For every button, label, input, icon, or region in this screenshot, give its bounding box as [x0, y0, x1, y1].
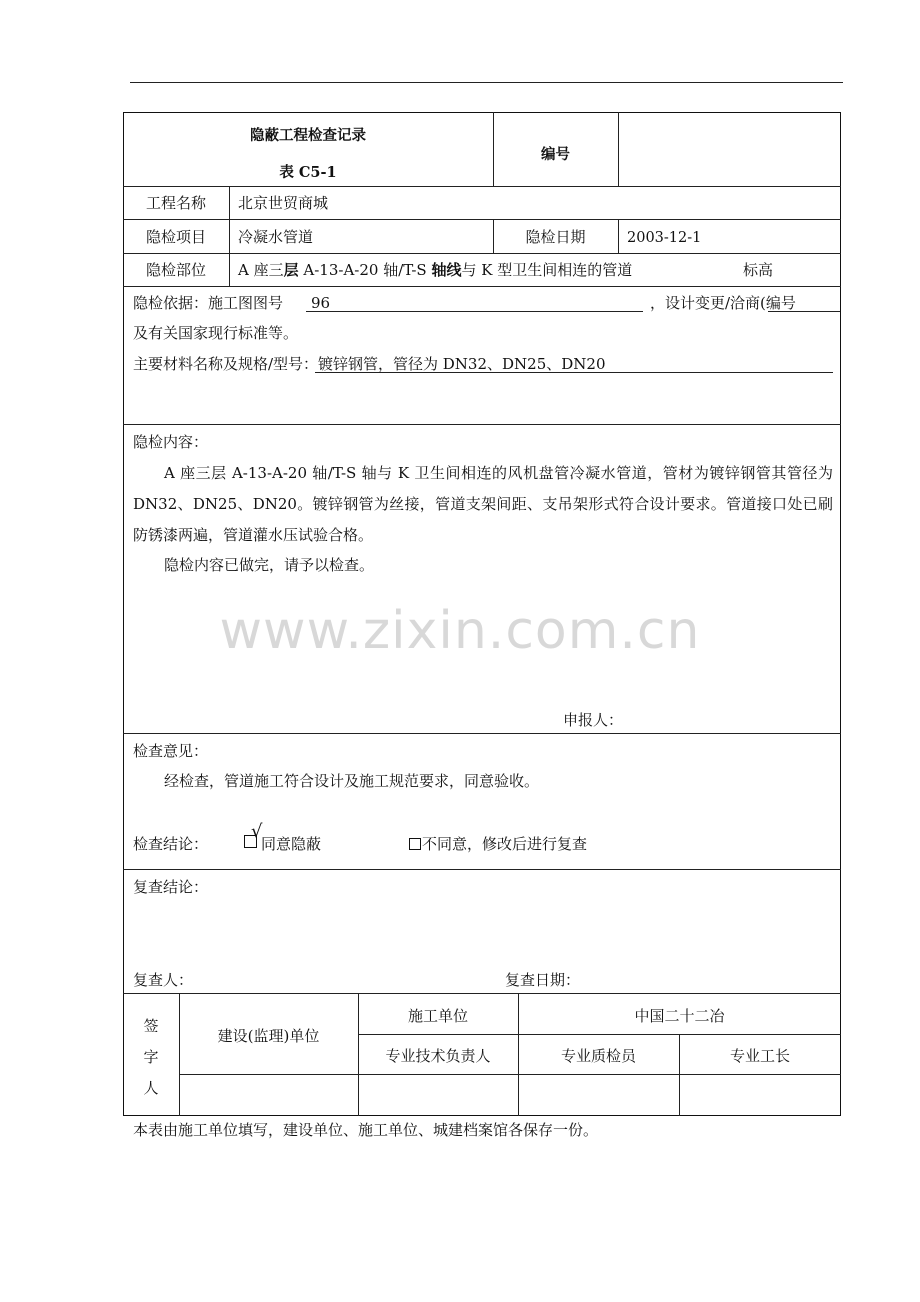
location-label: 隐检部位 [145, 261, 206, 279]
owner-signature-cell[interactable] [180, 1075, 357, 1115]
reporter-label: 申报人： [563, 711, 624, 729]
item-label: 隐检项目 [145, 228, 206, 246]
form-title: 隐蔽工程检查记录 [250, 127, 366, 144]
disagree-option: 不同意，修改后进行复查 [422, 835, 588, 853]
quality-signature-cell[interactable] [519, 1075, 678, 1115]
contractor-name: 中国二十二冶 [634, 1007, 725, 1025]
code-label: 编号 [541, 146, 570, 163]
sign-label-1: 签 [143, 1017, 159, 1035]
content-label: 隐检内容： [133, 433, 209, 451]
item-value[interactable]: 冷凝水管道 [238, 228, 314, 246]
material-underline [315, 372, 833, 373]
form-number: 表 C5-1 [279, 164, 337, 181]
tech-lead-label: 专业技术负责人 [385, 1047, 491, 1065]
reviewer-label: 复查人： [133, 971, 194, 989]
opinion-label: 检查意见： [133, 742, 209, 760]
tech-lead-signature-cell[interactable] [359, 1075, 517, 1115]
change-number-underline [768, 311, 840, 312]
project-name[interactable]: 北京世贸商城 [238, 194, 329, 212]
row-divider [123, 219, 841, 220]
sign-label-3: 人 [143, 1079, 159, 1097]
drawing-number[interactable]: 96 [311, 294, 331, 312]
content-closing: 隐检内容已做完，请予以检查。 [164, 556, 375, 574]
watermark: www.zixin.com.cn [219, 601, 701, 661]
foreman-signature-cell[interactable] [680, 1075, 840, 1115]
drawing-number-underline [306, 311, 643, 312]
sign-label-2: 字 [143, 1048, 159, 1066]
header-rule [130, 82, 843, 83]
review-label: 复查结论： [133, 878, 209, 896]
row-divider [123, 869, 841, 870]
col-divider [618, 219, 619, 253]
agree-option: 同意隐蔽 [261, 835, 322, 853]
row-divider [123, 253, 841, 254]
foreman-label: 专业工长 [729, 1047, 790, 1065]
row-divider [123, 186, 841, 187]
contractor-label: 施工单位 [407, 1007, 468, 1025]
row-divider [123, 993, 841, 994]
basis-standards: 及有关国家现行标准等。 [133, 324, 299, 342]
project-name-label: 工程名称 [145, 194, 206, 212]
row-divider [123, 424, 841, 425]
review-date-label: 复查日期： [505, 971, 581, 989]
owner-label: 建设(监理)单位 [217, 1027, 320, 1045]
content-body: A 座三层 A-13-A-20 轴/T-S 轴与 K 卫生间相连的风机盘管冷凝水管道，管材为镀锌钢管其管径为 DN32、DN25、DN20。镀锌钢管为丝接，管道支架间距、支吊架形式符合设计要求。管道接口处已刷防锈漆两遍，管道灌水压试验合格。 [133, 464, 833, 544]
row-divider [123, 733, 841, 734]
basis-prefix: 隐检依据：施工图图号 [133, 294, 284, 312]
conclusion-label: 检查结论： [133, 835, 209, 853]
material-value[interactable]: 镀锌钢管，管径为 DN32、DN25、DN20 [318, 355, 606, 373]
col-divider [618, 112, 619, 186]
location-value[interactable]: A 座三层 A-13-A-20 轴/T-S 轴线与 K 型卫生间相连的管道 [238, 261, 633, 279]
date-label: 隐检日期 [525, 228, 586, 246]
row-divider [123, 286, 841, 287]
check-mark-icon: √ [251, 821, 263, 842]
elevation-label: 标高 [743, 261, 774, 279]
disagree-checkbox[interactable] [409, 838, 421, 850]
row-divider [358, 1034, 841, 1035]
material-label: 主要材料名称及规格/型号： [133, 355, 319, 373]
quality-inspector-label: 专业质检员 [560, 1047, 636, 1065]
footer-note: 本表由施工单位填写，建设单位、施工单位、城建档案馆各保存一份。 [133, 1121, 599, 1139]
opinion-text: 经检查，管道施工符合设计及施工规范要求，同意验收。 [164, 772, 540, 790]
col-divider [229, 186, 230, 286]
date-value[interactable]: 2003-12-1 [627, 230, 702, 246]
design-change-label: ，设计变更/洽商(编号 [650, 294, 796, 312]
